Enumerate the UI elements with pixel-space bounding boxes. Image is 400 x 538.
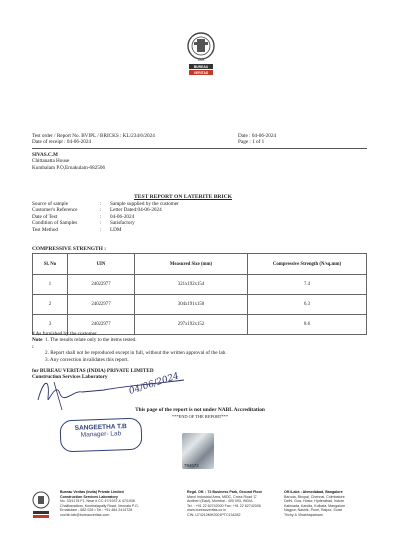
- receipt-date: Date of receipt : 04-06-2024: [32, 139, 92, 146]
- cell-strength: 6.3: [248, 295, 367, 315]
- meta-colon: :: [100, 213, 102, 220]
- cell-size: 304x191x150: [135, 295, 248, 315]
- col-header-sl-no: Sl. No: [33, 254, 68, 275]
- notes: [32, 331, 227, 363]
- footer-address-1: No. 33/1178 F1, Near # CC 47/1937 & 47/1936: [60, 499, 135, 503]
- report-meta: [32, 201, 179, 233]
- footer-regd-2: Marol Industrial Area, MIDC, Cross Road 'C': [187, 494, 258, 499]
- meta-key: Date of Test: [32, 213, 58, 220]
- bureau-veritas-logo: [183, 30, 219, 82]
- meta-value: Satisfactory: [110, 220, 135, 227]
- report-title: TEST REPORT ON LATERITE BRICK: [134, 194, 233, 200]
- results-table: [32, 253, 367, 335]
- hologram-number: 794672: [184, 463, 199, 468]
- footer-offices-2: Baroda, Bhopal, Chennai, Coimbatore: [284, 494, 345, 499]
- meta-colon: :: [100, 220, 102, 227]
- footer-offices-6: Trichy & Visakhapatnam: [284, 512, 323, 517]
- stamp-name: SANGEETHA T.B: [74, 423, 127, 432]
- note-furnished: # As furnished by the customer: [32, 331, 97, 337]
- header-left: [32, 133, 155, 146]
- footer-right: [284, 490, 384, 517]
- cell-strength: 7.4: [248, 275, 367, 295]
- meta-key: Test Method: [32, 226, 59, 233]
- footer-cin: CIN: U74210MH2001PTC134282: [187, 512, 241, 517]
- footer-lab: Construction Services Laboratory: [60, 494, 118, 499]
- cell-uin: 24022977: [68, 315, 135, 335]
- customer-name: SIVAS.C.M: [32, 152, 58, 158]
- col-header-compressive-strength: Compressive Strength (N/sq.mm): [248, 254, 367, 275]
- address-line-1: Chittanatta House: [32, 158, 70, 165]
- footer-offices-4: Kakinada, Kandla, Kolkata, Mangalore: [284, 503, 346, 508]
- footer-company: Bureau Veritas (India) Private Limited: [60, 490, 124, 494]
- company-name: for BUREAU VERITAS (INDIA) PRIVATE LIMITED: [32, 368, 154, 374]
- table-row: [33, 275, 367, 295]
- footer-left: [60, 490, 172, 517]
- svg-text:VERITAS: VERITAS: [193, 71, 209, 75]
- note-first: [32, 337, 227, 350]
- meta-key: Customer's Reference: [32, 207, 78, 214]
- footer-offices-3: Delhi, Goa, Hosur, Hyderabad, Indore: [284, 499, 345, 503]
- footer-regd-3: Andheri (East), Mumbai - 400 093, INDIA: [187, 499, 253, 503]
- cell-uin: 24022977: [68, 275, 135, 295]
- meta-colon: :: [100, 201, 102, 207]
- meta-colon: :: [100, 207, 102, 214]
- meta-value: Letter Dated:04-06-2024: [110, 207, 162, 214]
- footer-regd-4: Tel. : +91 22 62742000 Fax: +91 22 62742006: [187, 503, 261, 508]
- col-header-uin: UIN: [68, 254, 135, 275]
- footer-offices-5: Nagpur, Nashik, Pune, Raipur, Surat: [284, 508, 342, 512]
- svg-text:04/06/2024: 04/06/2024: [127, 371, 181, 397]
- cell-sl-no: 3: [33, 315, 68, 335]
- footer-logo: [30, 490, 52, 520]
- footer-regd-office: Regd. Off. : 72 Business Park, Ground Floor: [187, 490, 263, 494]
- note-1: 1. The results relate only to the items tested.: [45, 337, 137, 344]
- page-number: Page : 1 of 1: [238, 139, 265, 146]
- col-header-measured-size: Measured Size (mm): [135, 254, 248, 275]
- header-right: [238, 133, 276, 146]
- note-3: 3. Any correction invalidates this report.: [45, 356, 129, 363]
- footer-middle: [187, 490, 277, 517]
- cell-sl-no: 1: [33, 275, 68, 295]
- meta-colon: :: [100, 226, 102, 233]
- nabl-statement: This page of the report is not under NABL Accreditation: [135, 407, 265, 413]
- meta-value: 04-06-2024: [110, 213, 135, 220]
- manager-stamp: [59, 418, 142, 453]
- cell-strength: 8.6: [248, 315, 367, 335]
- note-2: 2. Report shall not be reproduced except in full, without the written approval of the lab.: [45, 350, 227, 357]
- meta-key: Condition of Samples: [32, 220, 78, 227]
- end-of-report: ***END OF THE REPORT***: [171, 414, 229, 419]
- footer-address-2: Chalikavattom, Kumbalapally Road, Vennala P.O,: [60, 503, 139, 508]
- header-divider: [32, 148, 367, 149]
- address-line-2: Kumbalam P.O,Ernakulam-682506: [32, 164, 106, 171]
- cell-sl-no: 2: [33, 295, 68, 315]
- lab-name: Construction Services Laboratory: [32, 374, 108, 381]
- test-order: Test order / Report No. BVIPL / BRICKS : KL/234/6/2024: [32, 133, 155, 139]
- customer-address: [32, 152, 105, 171]
- footer-email: cochin.lab@bureauveritas.com: [60, 512, 110, 517]
- svg-text:BUREAU: BUREAU: [193, 65, 209, 69]
- stamp-role: Manager- Lab: [80, 430, 122, 439]
- meta-value: Sample supplied by the customer: [110, 201, 179, 207]
- meta-row: [32, 227, 179, 233]
- meta-key: Source of sample: [32, 201, 69, 207]
- footer-website: www.bureauveritas.co.in: [187, 508, 226, 512]
- footer-address-3: Ernakulam - 682 028 • Tel.: +91 484 2414728: [60, 508, 133, 512]
- section-title: COMPRESSIVE STRENGTH :: [32, 246, 106, 252]
- table-row: [33, 295, 367, 315]
- report-date: Date : 04-06-2024: [238, 133, 277, 139]
- cell-size: 297x192x152: [135, 315, 248, 335]
- meta-value: LDM: [110, 226, 122, 233]
- footer-offices: Off./Labs : Ahmedabad, Bangalore: [284, 490, 343, 494]
- note-label: Note :: [32, 337, 43, 350]
- cell-uin: 24022977: [68, 295, 135, 315]
- table-header-row: [33, 254, 367, 275]
- svg-text:1828: 1828: [197, 58, 205, 62]
- cell-size: 321x192x154: [135, 275, 248, 295]
